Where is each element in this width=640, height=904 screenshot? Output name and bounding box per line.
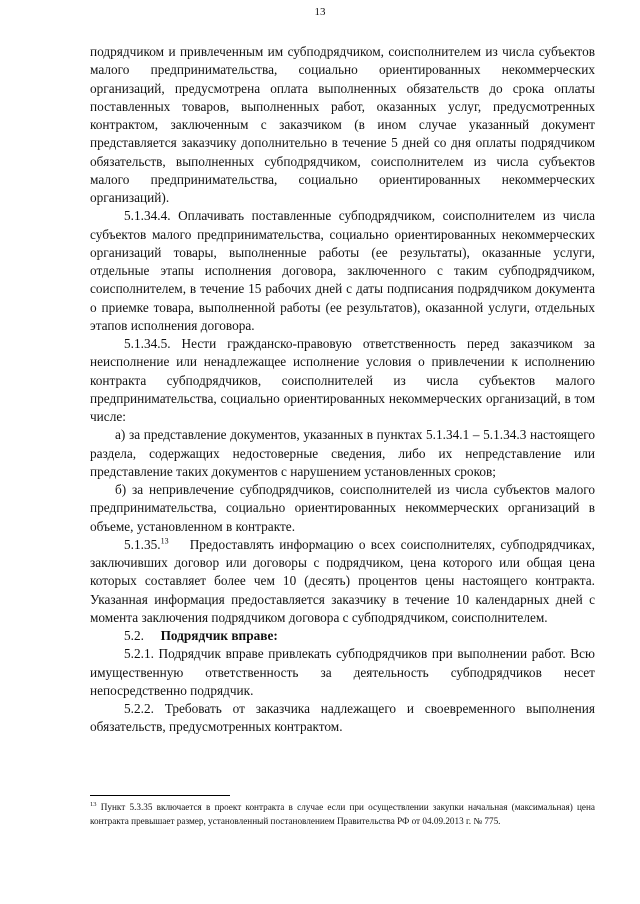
footnote-separator [90,795,230,796]
subclause-b: б) за непривлечение субподрядчиков, соисполнителей из числа субъектов малого предпринимательства, социально ориентированных некоммерческих организаций в объеме, установленном в контракте. [90,482,595,534]
section-number: 5.2. [124,628,144,643]
clause-5-1-34-4: 5.1.34.4. Оплачивать поставленные субподрядчиком, соисполнителем из числа субъектов малого предпринимательства, социально ориентированных некоммерческих организаций товары, выполненные работы (ее результаты), оказанные услуги, отдельные этапы исполнения договора, заключенного с таким субподрядчиком, соисполнителем, в течение 15 рабочих дней с даты подписания подрядчиком документа о приемке товара, выполненной работы (ее результатов), оказанной услуги, отдельных этапов исполнения договора. [90,208,595,333]
section-5-2-heading [90,627,595,645]
clause-5-1-34-5: 5.1.34.5. Нести гражданско-правовую ответственность перед заказчиком за неисполнение или ненадлежащее исполнение условия о привлечении к исполнению контракта субподрядчиков, соисполнителей из числа субъектов малого предпринимательства, социально ориентированных некоммерческих организаций, в том числе: [90,336,595,424]
clause-5-2-1: 5.2.1. Подрядчик вправе привлекать субподрядчиков при выполнении работ. Всю имущественную ответственность за деятельность субподрядчиков несет непосредственно подрядчик. [90,646,595,698]
footnote [90,801,595,828]
page-number: 13 [314,6,326,18]
document-body [90,43,595,737]
section-title: Подрядчик вправе: [160,628,278,643]
footnote-text: Пункт 5.3.35 включается в проект контракта в случае если при осуществлении закупки начальная (максимальная) цена контракта превышает размер, установленный постановлением Правительства РФ от 04.09.2013 г. № 775. [90,802,595,826]
footnote-mark: 13 [90,800,97,808]
clause-number: 5.1.35. [124,536,161,552]
clause-text: Предоставлять информацию о всех соисполнителях, субподрядчиках, заключивших договор или договоры с подрядчиком, цена которого или общая цена которых составляет более чем 10 (десять) процентов цены настоящего контракта. Указанная информация предоставляется заказчику в течение 10 календарных дней с момента заключения подрядчиком договора с субподрядчиком, соисполнителем. [90,536,595,625]
clause-5-2-2: 5.2.2. Требовать от заказчика надлежащего и своевременного выполнения обязательств, предусмотренных контрактом. [90,701,595,735]
clause-5-1-35 [90,536,595,627]
footnote-reference[interactable]: 13 [160,536,169,546]
paragraph-continuation: подрядчиком и привлеченным им субподрядчиком, соисполнителем из числа субъектов малого предпринимательства, социально ориентированных некоммерческих организаций, предусмотрена оплата выполненных обязательств до срока оплаты поставленных товаров, выполненных работ, оказанных услуг, предусмотренных контрактом, заключенным с заказчиком (в ином случае указанный документ представляется заказчику дополнительно в течение 5 дней со дня оплаты подрядчиком обязательств, выполненных субподрядчиком, соисполнителем из числа субъектов малого предпринимательства, социально ориентированных некоммерческих организаций). [90,44,595,205]
subclause-a: а) за представление документов, указанных в пунктах 5.1.34.1 – 5.1.34.3 настоящего раздела, содержащих недостоверные сведения, либо их непредставление или представление таких документов с нарушением установленных сроков; [90,427,595,479]
